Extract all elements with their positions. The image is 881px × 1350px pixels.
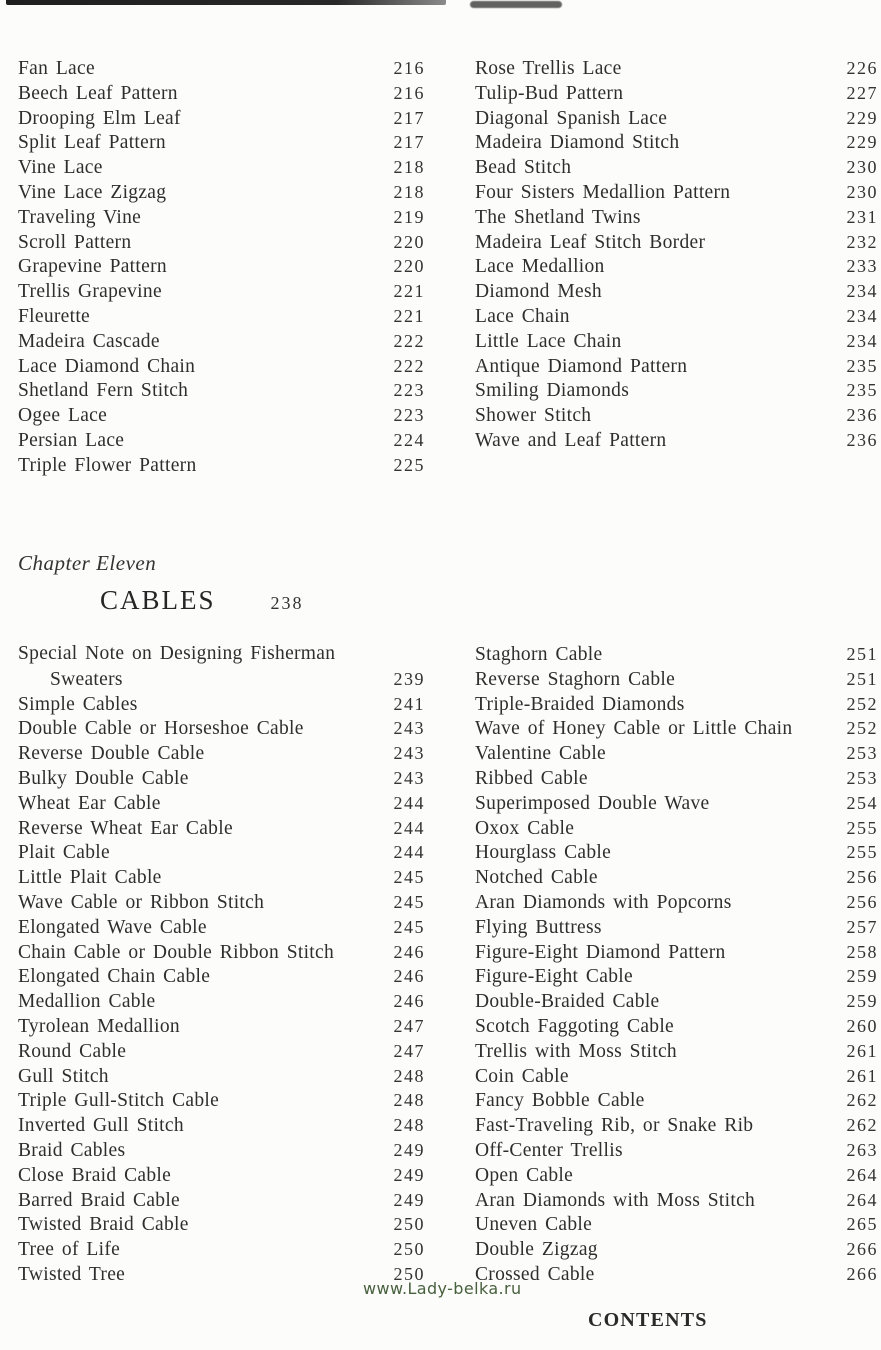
toc-entry: [18, 130, 425, 155]
toc-entry-title: Aran Diamonds with Popcorns: [475, 891, 732, 913]
toc-entry-title: Lace Chain: [475, 305, 570, 327]
watermark-text: www.Lady-belka.ru: [363, 1279, 522, 1298]
toc-entry-page: 234: [846, 281, 878, 302]
toc-entry: [18, 1237, 425, 1262]
toc-entry-title: Valentine Cable: [475, 743, 606, 765]
toc-entry: [18, 791, 425, 816]
toc-entry-page: 221: [393, 305, 425, 326]
toc-entry-title: Shetland Fern Stitch: [18, 380, 189, 402]
toc-entry-title: Scotch Faggoting Cable: [475, 1015, 674, 1037]
toc-entry-title: Diagonal Spanish Lace: [475, 107, 668, 129]
toc-entry-page: 246: [393, 991, 425, 1012]
toc-entry: [18, 81, 425, 106]
toc-entry-title: Double Zigzag: [475, 1239, 598, 1261]
toc-entry: [475, 304, 878, 329]
toc-entry-page: 222: [393, 330, 425, 351]
toc-entry-title: Simple Cables: [18, 693, 138, 715]
toc-entry: [475, 1237, 878, 1262]
toc-entry-title: Bulky Double Cable: [18, 767, 189, 789]
toc-entry: [18, 989, 425, 1014]
toc-entry: [475, 1212, 878, 1237]
toc-entry: [475, 667, 878, 692]
toc-entry-page: 230: [846, 157, 878, 178]
toc-entry-title: Beech Leaf Pattern: [18, 82, 178, 104]
toc-entry: [475, 1138, 878, 1163]
toc-entry-page: 241: [393, 693, 425, 714]
toc-entry-page: 243: [393, 718, 425, 739]
toc-entry-page: 256: [846, 891, 878, 912]
toc-entry-title: Persian Lace: [18, 429, 125, 451]
toc-left-column: [18, 642, 425, 1287]
toc-entry-page: 231: [846, 206, 878, 227]
toc-entry-page: 249: [393, 1189, 425, 1210]
toc-entry: [18, 230, 425, 255]
toc-entry-page: 232: [846, 231, 878, 252]
toc-entry-page: 216: [393, 58, 425, 78]
toc-entry-page: 235: [846, 355, 878, 376]
toc-entry: [18, 205, 425, 230]
toc-entry-page: 219: [393, 206, 425, 227]
toc-entry-title: Smiling Diamonds: [475, 380, 630, 402]
toc-entry: [475, 428, 878, 453]
toc-entry: [18, 304, 425, 329]
chapter-label: Chapter Eleven: [18, 551, 157, 575]
toc-entry-page: 217: [393, 107, 425, 128]
toc-entry-title: Superimposed Double Wave: [475, 792, 710, 814]
toc-right-column: [475, 56, 878, 478]
toc-entry-page: 230: [846, 181, 878, 202]
toc-entry-page: 265: [846, 1214, 878, 1235]
toc-entry: [475, 1039, 878, 1064]
toc-entry-title: Fast-Traveling Rib, or Snake Rib: [475, 1115, 754, 1137]
toc-entry-page: 245: [393, 916, 425, 937]
toc-entry: [18, 1163, 425, 1188]
toc-entry-title: Madeira Diamond Stitch: [475, 132, 680, 154]
toc-entry-title: Double-Braided Cable: [475, 991, 660, 1013]
toc-entry: [18, 428, 425, 453]
toc-entry: [18, 1212, 425, 1237]
chapter-title: CABLES: [100, 585, 216, 615]
toc-entry: [475, 1014, 878, 1039]
toc-entry: [475, 1113, 878, 1138]
toc-entry-title: Antique Diamond Pattern: [475, 355, 688, 377]
toc-entry-title: Tulip-Bud Pattern: [475, 82, 624, 104]
toc-entry-title: Trellis with Moss Stitch: [475, 1040, 677, 1062]
toc-entry-page: 255: [846, 842, 878, 863]
toc-entry-page: 236: [846, 429, 878, 450]
toc-entry-page: 252: [846, 718, 878, 739]
toc-entry-page: 247: [393, 1015, 425, 1036]
toc-entry-title: Trellis Grapevine: [18, 281, 162, 303]
toc-entry-page: 229: [846, 132, 878, 153]
toc-entry: [475, 230, 878, 255]
toc-entry: [18, 254, 425, 279]
toc-entry: [475, 56, 878, 81]
toc-entry-title: Elongated Chain Cable: [18, 966, 211, 988]
toc-entry: [18, 329, 425, 354]
toc-entry-title: Flying Buttress: [475, 916, 602, 938]
toc-section-lace: [18, 56, 878, 478]
toc-entry-page: 224: [393, 429, 425, 450]
toc-entry-page: 263: [846, 1139, 878, 1160]
toc-entry-page: 249: [393, 1139, 425, 1160]
running-title: CONTENTS: [588, 1309, 708, 1331]
toc-entry-page: 256: [846, 867, 878, 888]
toc-entry-title: Braid Cables: [18, 1139, 126, 1161]
toc-entry: [18, 56, 425, 81]
toc-entry-page: 247: [393, 1040, 425, 1061]
toc-entry: [475, 279, 878, 304]
toc-entry-title: Fancy Bobble Cable: [475, 1090, 645, 1112]
toc-entry-page: 253: [846, 767, 878, 788]
toc-entry-title: Coin Cable: [475, 1065, 569, 1087]
toc-entry-page: 248: [393, 1065, 425, 1086]
toc-entry-title: Scroll Pattern: [18, 231, 132, 253]
toc-entry-page: 222: [393, 355, 425, 376]
toc-entry-title: Twisted Tree: [18, 1263, 126, 1285]
toc-entry-title: Fan Lace: [18, 58, 95, 79]
toc-entry-page: 235: [846, 380, 878, 401]
chapter-page-number: 238: [270, 593, 304, 613]
toc-entry-page: 246: [393, 966, 425, 987]
toc-entry: [475, 890, 878, 915]
toc-entry: [18, 741, 425, 766]
toc-entry-title: The Shetland Twins: [475, 206, 641, 228]
toc-entry: [475, 816, 878, 841]
toc-entry-title: Hourglass Cable: [475, 842, 612, 864]
toc-entry: [475, 741, 878, 766]
toc-entry: [18, 716, 425, 741]
toc-entry: [475, 791, 878, 816]
toc-entry: [18, 915, 425, 940]
toc-entry-title: Close Braid Cable: [18, 1164, 172, 1186]
toc-entry-title: Rose Trellis Lace: [475, 58, 622, 79]
toc-entry: [475, 155, 878, 180]
toc-entry-page: 258: [846, 941, 878, 962]
toc-entry-page: 243: [393, 743, 425, 764]
toc-entry-title: Reverse Double Cable: [18, 743, 205, 765]
toc-entry-title: Figure-Eight Diamond Pattern: [475, 941, 726, 963]
toc-entry-page: 245: [393, 867, 425, 888]
toc-entry: [18, 106, 425, 131]
toc-entry-page: 236: [846, 405, 878, 426]
toc-entry-page: 251: [846, 668, 878, 689]
toc-entry-title: Barred Braid Cable: [18, 1189, 181, 1211]
toc-entry-title: Twisted Braid Cable: [18, 1214, 189, 1236]
toc-entry: [18, 403, 425, 428]
toc-entry-page: 264: [846, 1164, 878, 1185]
toc-entry-page: 227: [846, 82, 878, 103]
toc-entry: [475, 1188, 878, 1213]
toc-entry-page: 266: [846, 1239, 878, 1260]
toc-entry-page: 248: [393, 1115, 425, 1136]
toc-entry-title: Tyrolean Medallion: [18, 1015, 180, 1037]
toc-entry-title: Double Cable or Horseshoe Cable: [18, 718, 304, 740]
toc-entry-page: 245: [393, 891, 425, 912]
toc-entry-title: Triple-Braided Diamonds: [475, 693, 685, 715]
toc-entry-title: Reverse Wheat Ear Cable: [18, 817, 233, 839]
toc-entry-title: Little Lace Chain: [475, 330, 622, 352]
toc-entry: [475, 865, 878, 890]
toc-entry-page: 264: [846, 1189, 878, 1210]
toc-entry-page: 262: [846, 1090, 878, 1111]
toc-entry-title: Elongated Wave Cable: [18, 916, 207, 938]
toc-entry-title: Triple Flower Pattern: [18, 454, 197, 476]
toc-entry-title: Crossed Cable: [475, 1263, 595, 1285]
toc-entry-page: 257: [846, 916, 878, 937]
toc-entry-page: 266: [846, 1263, 878, 1284]
toc-entry-page: 218: [393, 157, 425, 178]
toc-entry-page: 218: [393, 181, 425, 202]
toc-entry-page: 250: [393, 1239, 425, 1260]
toc-entry-title: Off-Center Trellis: [475, 1139, 623, 1161]
toc-entry-title: Gull Stitch: [18, 1065, 109, 1087]
chapter-heading: [18, 551, 304, 616]
toc-entry-page: 225: [393, 454, 425, 475]
toc-entry-title: Split Leaf Pattern: [18, 132, 166, 154]
toc-entry: [18, 1014, 425, 1039]
toc-entry-page: 252: [846, 693, 878, 714]
toc-entry-page: 250: [393, 1214, 425, 1235]
toc-entry: [18, 890, 425, 915]
toc-entry-page: 254: [846, 792, 878, 813]
toc-entry: [475, 205, 878, 230]
toc-entry-title: Fleurette: [18, 305, 91, 327]
toc-entry-title: Wheat Ear Cable: [18, 792, 161, 814]
toc-entry: [475, 354, 878, 379]
toc-entry-title: Figure-Eight Cable: [475, 966, 633, 988]
toc-entry-title: Madeira Leaf Stitch Border: [475, 231, 706, 253]
toc-entry: [475, 81, 878, 106]
toc-entry-title: Ribbed Cable: [475, 767, 588, 789]
toc-entry: [475, 692, 878, 717]
toc-entry-title: Round Cable: [18, 1040, 127, 1062]
toc-entry: [18, 1088, 425, 1113]
toc-entry-title: Plait Cable: [18, 842, 110, 864]
toc-entry: [475, 378, 878, 403]
toc-entry-title: Ogee Lace: [18, 405, 108, 427]
toc-entry-page: 243: [393, 767, 425, 788]
toc-entry: [475, 329, 878, 354]
toc-entry-page: 251: [846, 644, 878, 664]
toc-entry-page: 261: [846, 1040, 878, 1061]
toc-entry: [475, 1262, 878, 1287]
toc-entry-page: 216: [393, 82, 425, 103]
toc-entry-title: Vine Lace: [18, 157, 103, 179]
toc-entry-title: Open Cable: [475, 1164, 574, 1186]
toc-entry: [475, 130, 878, 155]
toc-entry: [18, 1039, 425, 1064]
toc-entry-page: 223: [393, 380, 425, 401]
toc-entry-title: Diamond Mesh: [475, 281, 602, 303]
toc-entry-page: 244: [393, 842, 425, 863]
toc-entry: [18, 1113, 425, 1138]
toc-entry-page: 226: [846, 58, 878, 78]
toc-entry-title: Chain Cable or Double Ribbon Stitch: [18, 941, 335, 963]
toc-entry-page: 233: [846, 256, 878, 277]
scan-artifact-bar: [6, 0, 446, 5]
toc-entry: [18, 840, 425, 865]
toc-entry-page: 221: [393, 281, 425, 302]
toc-entry-title: Drooping Elm Leaf: [18, 107, 181, 129]
toc-entry: [18, 1188, 425, 1213]
toc-entry: [18, 692, 425, 717]
toc-entry: [18, 1138, 425, 1163]
toc-entry-page: 255: [846, 817, 878, 838]
toc-entry-page: 220: [393, 231, 425, 252]
toc-entry: [18, 865, 425, 890]
toc-entry: [475, 840, 878, 865]
toc-entry: [475, 403, 878, 428]
toc-entry-title: Bead Stitch: [475, 157, 572, 179]
toc-entry-title: Staghorn Cable: [475, 644, 603, 665]
toc-entry-page: 246: [393, 941, 425, 962]
toc-entry-title: Traveling Vine: [18, 206, 142, 228]
toc-entry-title: Tree of Life: [18, 1239, 121, 1261]
toc-entry: [475, 1064, 878, 1089]
toc-entry-page: 259: [846, 991, 878, 1012]
toc-entry: [475, 180, 878, 205]
toc-entry: [18, 642, 425, 667]
toc-entry: [18, 155, 425, 180]
toc-entry: [18, 279, 425, 304]
toc-entry-title: Wave and Leaf Pattern: [475, 429, 667, 451]
toc-entry-title: Reverse Staghorn Cable: [475, 668, 676, 690]
toc-entry-title: Special Note on Designing Fisherman: [18, 643, 336, 664]
toc-entry: [18, 453, 425, 478]
toc-left-column: [18, 56, 425, 478]
toc-entry: [475, 254, 878, 279]
toc-entry: [18, 378, 425, 403]
toc-entry-title: Vine Lace Zigzag: [18, 181, 167, 203]
toc-entry: [18, 816, 425, 841]
toc-entry-page: 261: [846, 1065, 878, 1086]
toc-entry-page: 239: [393, 668, 425, 689]
toc-entry-title: Triple Gull-Stitch Cable: [18, 1090, 220, 1112]
toc-entry: [475, 915, 878, 940]
toc-entry-page: 234: [846, 330, 878, 351]
toc-entry-page: 259: [846, 966, 878, 987]
toc-entry-page: 262: [846, 1115, 878, 1136]
toc-section-cables: [18, 642, 878, 1287]
toc-entry: [18, 667, 425, 692]
toc-entry-page: 220: [393, 256, 425, 277]
toc-entry: [475, 642, 878, 667]
toc-entry-title: Aran Diamonds with Moss Stitch: [475, 1189, 756, 1211]
toc-entry-page: 234: [846, 305, 878, 326]
toc-entry-page: 244: [393, 817, 425, 838]
toc-entry-page: 223: [393, 405, 425, 426]
toc-entry: [18, 354, 425, 379]
toc-right-column: [475, 642, 878, 1287]
toc-entry: [475, 964, 878, 989]
toc-entry-title: Sweaters: [50, 668, 123, 690]
toc-entry: [475, 940, 878, 965]
toc-entry-page: 253: [846, 743, 878, 764]
toc-entry: [475, 106, 878, 131]
toc-entry-title: Wave Cable or Ribbon Stitch: [18, 891, 265, 913]
toc-entry-title: Lace Diamond Chain: [18, 355, 196, 377]
toc-entry-title: Medallion Cable: [18, 991, 156, 1013]
toc-entry: [475, 716, 878, 741]
toc-entry-title: Grapevine Pattern: [18, 256, 167, 278]
toc-entry-title: Uneven Cable: [475, 1214, 593, 1236]
toc-entry-page: 217: [393, 132, 425, 153]
toc-entry: [18, 964, 425, 989]
toc-entry: [18, 1064, 425, 1089]
toc-entry: [18, 180, 425, 205]
toc-entry-title: Madeira Cascade: [18, 330, 160, 352]
toc-entry-title: Four Sisters Medallion Pattern: [475, 181, 731, 203]
toc-entry: [475, 1088, 878, 1113]
toc-entry: [475, 1163, 878, 1188]
toc-entry-page: 250: [393, 1263, 425, 1284]
toc-entry-title: Little Plait Cable: [18, 867, 162, 889]
toc-entry-page: 249: [393, 1164, 425, 1185]
scan-artifact-smudge: [470, 1, 562, 8]
toc-entry: [475, 766, 878, 791]
toc-entry-title: Lace Medallion: [475, 256, 605, 278]
toc-entry-title: Shower Stitch: [475, 405, 592, 427]
toc-entry-title: Oxox Cable: [475, 817, 575, 839]
toc-entry: [18, 766, 425, 791]
toc-entry-page: 229: [846, 107, 878, 128]
toc-entry-title: Wave of Honey Cable or Little Chain: [475, 718, 793, 740]
toc-entry-page: 248: [393, 1090, 425, 1111]
toc-entry: [475, 989, 878, 1014]
toc-entry-page: 260: [846, 1015, 878, 1036]
toc-entry-title: Notched Cable: [475, 867, 598, 889]
toc-entry-title: Inverted Gull Stitch: [18, 1115, 184, 1137]
toc-entry: [18, 940, 425, 965]
chapter-title-row: [100, 585, 304, 616]
toc-entry-page: 244: [393, 792, 425, 813]
